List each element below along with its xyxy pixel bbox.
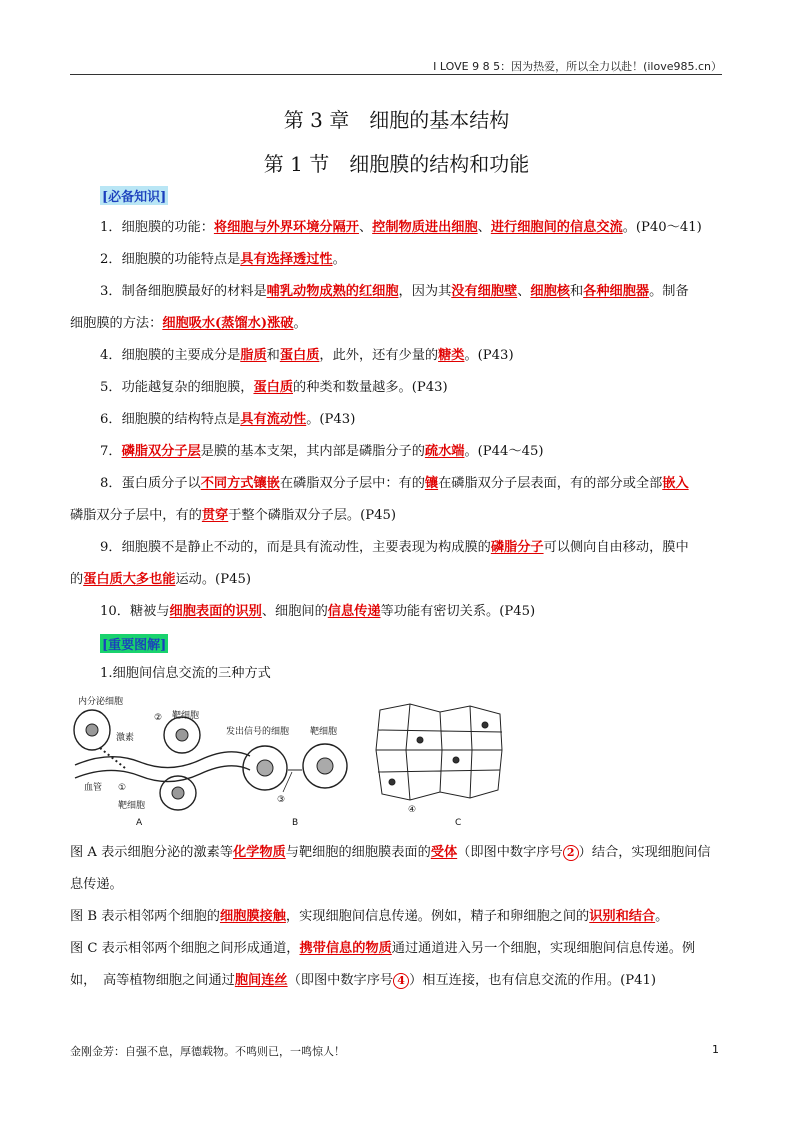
page-number: 1 [712, 1043, 719, 1056]
panel-c [376, 704, 502, 800]
item-8-cont: 磷脂双分子层中，有的贯穿于整个磷脂双分子层。(P45) [70, 508, 397, 523]
label-signal-cell: 发出信号的细胞 [226, 727, 290, 737]
label-num-2: ② [154, 713, 163, 723]
section-label-required: [必备知识] [100, 186, 168, 205]
item-7: 7．磷脂双分子层是膜的基本支架，其内部是磷脂分子的疏水端。(P44～45) [100, 444, 544, 459]
label-vessel: 血管 [84, 783, 103, 793]
item-9: 9．细胞膜不是静止不动的，而是具有流动性，主要表现为构成膜的磷脂分子可以侧向自由移动，膜中 [100, 540, 689, 555]
label-target-b: 靶细胞 [310, 727, 338, 737]
item-1: 1．细胞膜的功能：将细胞与外界环境分隔开、控制物质进出细胞、进行细胞间的信息交流。(P40～41) [100, 220, 702, 235]
header-divider [70, 74, 722, 75]
desc-a-cont: 息传递。 [70, 877, 123, 892]
label-b: B [292, 818, 299, 828]
desc-c: 图 C 表示相邻两个细胞之间形成通道，携带信息的物质通过通道进入另一个细胞，实现细胞间信息传递。例 [70, 941, 696, 956]
panel-a [74, 710, 250, 810]
section-title: 第 1 节 细胞膜的结构和功能 [263, 152, 530, 176]
cell-communication-figure [70, 690, 510, 830]
item-6: 6．细胞膜的结构特点是具有流动性。(P43) [100, 412, 356, 427]
item-5: 5．功能越复杂的细胞膜，蛋白质的种类和数量越多。(P43) [100, 380, 448, 395]
label-target-a2: 靶细胞 [118, 801, 146, 811]
panel-b [243, 744, 347, 792]
label-endocrine: 内分泌细胞 [78, 697, 124, 707]
label-a: A [136, 818, 143, 828]
desc-a: 图 A 表示细胞分泌的激素等化学物质与靶细胞的细胞膜表面的受体（即图中数字序号 2 ）结合，实现细胞间信 [70, 845, 711, 860]
item-4: 4．细胞膜的主要成分是脂质和蛋白质，此外，还有少量的糖类。(P43) [100, 348, 514, 363]
figure-caption: 1.细胞间信息交流的三种方式 [100, 666, 271, 681]
item-3: 3．制备细胞膜最好的材料是哺乳动物成熟的红细胞，因为其没有细胞壁、细胞核和各种细胞器。制备 [100, 284, 689, 299]
desc-c-cont: 如， 高等植物细胞之间通过胞间连丝（即图中数字序号 4 ）相互连接，也有信息交流的作用。(P41) [70, 973, 657, 988]
desc-b: 图 B 表示相邻两个细胞的细胞膜接触，实现细胞间信息传递。例如，精子和卵细胞之间的识别和结合。 [70, 909, 669, 924]
label-num-4: ④ [408, 805, 417, 815]
label-target-a: 靶细胞 [172, 711, 200, 721]
item-9-cont: 的蛋白质大多也能运动。(P45) [70, 572, 252, 587]
page-footer: 金刚金芳：自强不息，厚德载物。不鸣则已，一鸣惊人！ [70, 1045, 345, 1058]
item-2: 2．细胞膜的功能特点是具有选择透过性。 [100, 252, 346, 267]
item-8: 8．蛋白质分子以不同方式镶嵌在磷脂双分子层中：有的镶在磷脂双分子层表面，有的部分或全部嵌入 [100, 476, 689, 491]
label-c: C [455, 818, 462, 828]
page-header: I LOVE 9 8 5：因为热爱，所以全力以赴！(ilove985.cn） [433, 60, 722, 73]
chapter-title: 第 3 章 细胞的基本结构 [283, 108, 510, 132]
item-10: 10．糖被与细胞表面的识别、细胞间的信息传递等功能有密切关系。(P45) [100, 604, 536, 619]
section-label-diagram: [重要图解] [100, 634, 168, 653]
label-num-1: ① [118, 783, 127, 793]
item-3-cont: 细胞膜的方法：细胞吸水(蒸馏水)涨破。 [70, 316, 307, 331]
label-hormone: 激素 [116, 733, 135, 743]
label-num-3: ③ [277, 795, 286, 805]
